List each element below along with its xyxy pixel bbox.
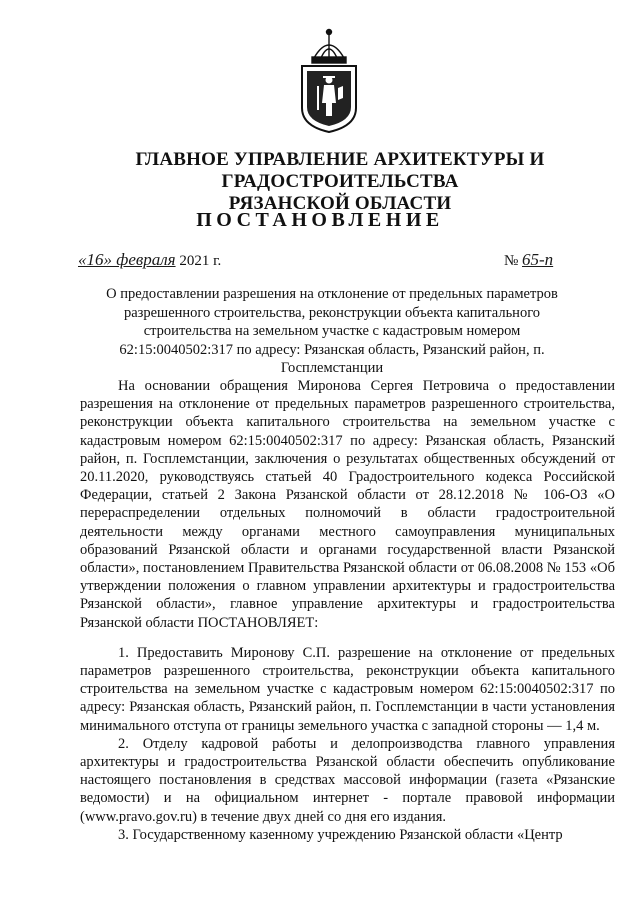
number-prefix: №: [503, 253, 519, 269]
document-body: [80, 377, 615, 844]
handwritten-date: «16» февраля: [78, 250, 176, 269]
paragraph-preamble: На основании обращения Миронова Сергея Петровича о предоставлении разрешения на отклонение от предельных параметров разрешенного строительства, реконструкции объекта капитального строительства на земельном участке с кадастровым номером 62:15:0040502:317 по адресу: Рязанская область, Рязанский район, п. Госплемстанции, заключения о результатах общественных обсуждений от 20.11.2020, руководствуясь статьей 40 Градостроительного кодекса Российской Федерации, статьей 2 Закона Рязанской области от 28.12.2018 № 106-ОЗ «О перераспределении отдельных полномочий в области градостроительной деятельности между органами местного самоуправления муниципальных образований Рязанской области и органами государственной власти Рязанской области», постановлением Правительства Рязанской области от 06.08.2008 № 153 «Об утверждении положения о главном управлении архитектуры и градостроительства Рязанской области», главное управление архитектуры и градостроительства Рязанской области ПОСТАНОВЛЯЕТ:: [80, 378, 615, 631]
date-number-line: [78, 250, 618, 276]
org-line-1: ГЛАВНОЕ УПРАВЛЕНИЕ АРХИТЕКТУРЫ И ГРАДОСТРОИТЕЛЬСТВА: [135, 149, 545, 192]
document-date: [78, 250, 221, 270]
organization-name: [60, 149, 620, 215]
document-title: ПОСТАНОВЛЕНИЕ: [196, 209, 444, 231]
document-number: [504, 250, 592, 270]
date-year: 2021 г.: [179, 253, 222, 269]
paragraph-item-2: 2. Отделу кадровой работы и делопроизводства главного управления архитектуры и градостроительства Рязанской области обеспечить опубликование настоящего постановления в средствах массовой информации (газета «Рязанские ведомости) и на официальном интернет - портале правовой информации (www.pravo.gov.ru) в течение двух дней со дня его издания.: [80, 735, 615, 825]
org-line-2: РЯЗАНСКОЙ ОБЛАСТИ: [228, 193, 452, 214]
document-subject: О предоставлении разрешения на отклонение от предельных параметров разрешенного строительства, реконструкции объекта капитального строительства на земельном участке с кадастровым номером 62:15:0040502:317 по адресу: Рязанская область, Рязанский район, п. Госплемстанции: [106, 286, 558, 376]
paragraph-item-1: 1. Предоставить Миронову С.П. разрешение на отклонение от предельных параметров разрешенного строительства, реконструкции объекта капитального строительства на земельном участке с кадастровым номером 62:15:0040502:317 по адресу: Рязанская область, Рязанский район, п. Госплемстанции в части установления минимального отступа от границы земельного участка с западной стороны — 1,4 м.: [80, 644, 615, 734]
handwritten-number: 65-п: [522, 250, 554, 269]
coat-of-arms-icon: [294, 28, 364, 136]
paragraph-item-3: 3. Государственному казенному учреждению Рязанской области «Центр: [118, 826, 563, 843]
